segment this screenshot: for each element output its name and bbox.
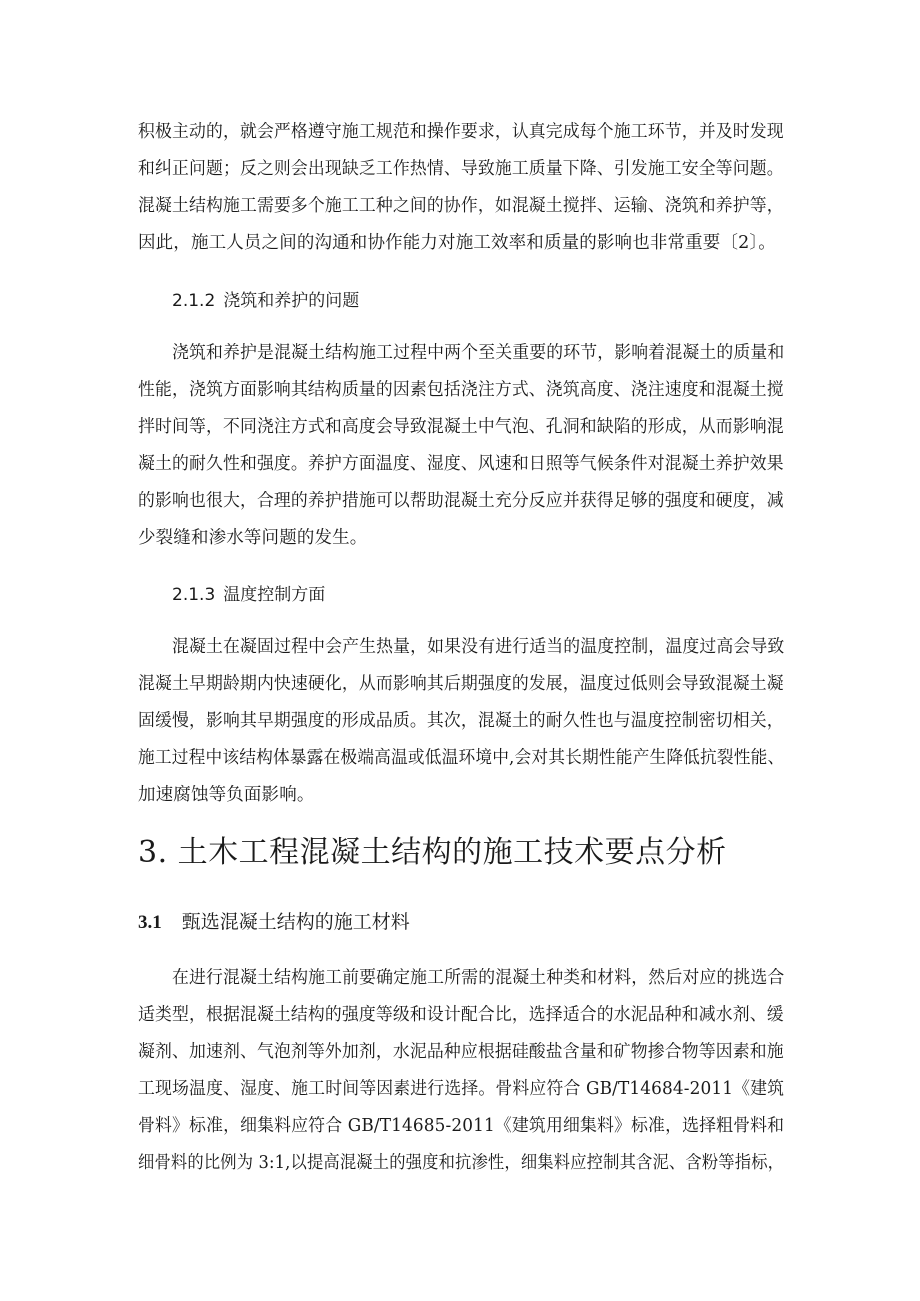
section-number: 2.1.2 xyxy=(172,291,216,311)
section-heading-2-1-3 xyxy=(172,584,325,606)
paragraph-line: 和纠正问题；反之则会出现缺乏工作热情、导致施工质量下降、引发施工安全等问题。 xyxy=(138,159,784,179)
paragraph-line: 的影响也很大，合理的养护措施可以帮助混凝土充分反应并获得足够的强度和硬度，减 xyxy=(138,491,784,511)
paragraph-line: 拌时间等，不同浇注方式和高度会导致混凝土中气泡、孔洞和缺陷的形成，从而影响混 xyxy=(138,417,784,437)
paragraph-line: 混凝土早期龄期内快速硬化，从而影响其后期强度的发展，温度过低则会导致混凝土凝 xyxy=(138,674,784,694)
section-number: 3.1 xyxy=(138,912,162,933)
section-title: 浇筑和养护的问题 xyxy=(223,291,360,311)
paragraph-line: 混凝土结构施工需要多个施工工种之间的协作，如混凝土搅拌、运输、浇筑和养护等， xyxy=(138,196,784,216)
paragraph-line: 混凝土在凝固过程中会产生热量，如果没有进行适当的温度控制，温度过高会导致 xyxy=(172,637,785,657)
paragraph-line: 在进行混凝土结构施工前要确定施工所需的混凝土种类和材料，然后对应的挑选合 xyxy=(172,968,785,988)
section-heading-2-1-2 xyxy=(172,290,359,312)
chapter-heading-3: 3. 土木工程混凝土结构的施工技术要点分析 xyxy=(138,835,727,870)
section-number: 2.1.3 xyxy=(172,585,216,605)
paragraph-line: 施工过程中该结构体暴露在极端高温或低温环境中,会对其长期性能产生降低抗裂性能、 xyxy=(138,748,785,768)
paragraph-line: 少裂缝和渗水等问题的发生。 xyxy=(138,528,368,548)
paragraph-line: 积极主动的，就会严格遵守施工规范和操作要求，认真完成每个施工环节，并及时发现 xyxy=(138,122,784,142)
paragraph-line: 加速腐蚀等负面影响。 xyxy=(138,785,315,805)
paragraph-line: 性能，浇筑方面影响其结构质量的因素包括浇注方式、浇筑高度、浇注速度和混凝土搅 xyxy=(138,380,784,400)
paragraph-line: 工现场温度、湿度、施工时间等因素进行选择。骨料应符合 GB/T14684-2011《建筑 xyxy=(138,1079,785,1099)
paragraph-line: 因此，施工人员之间的沟通和协作能力对施工效率和质量的影响也非常重要〔2〕。 xyxy=(138,233,776,253)
paragraph-line: 浇筑和养护是混凝土结构施工过程中两个至关重要的环节，影响着混凝土的质量和 xyxy=(172,343,785,363)
paragraph-line: 凝剂、加速剂、气泡剂等外加剂，水泥品种应根据硅酸盐含量和矿物掺合物等因素和施 xyxy=(138,1042,784,1062)
paragraph-line: 细骨料的比例为 3:1,以提高混凝土的强度和抗渗性，细集料应控制其含泥、含粉等指标， xyxy=(138,1153,785,1173)
paragraph-line: 适类型，根据混凝土结构的强度等级和设计配合比，选择适合的水泥品种和减水剂、缓 xyxy=(138,1005,784,1025)
section-heading-3-1 xyxy=(138,910,410,935)
section-title: 甄选混凝土结构的施工材料 xyxy=(181,911,410,933)
paragraph-line: 凝土的耐久性和强度。养护方面温度、湿度、风速和日照等气候条件对混凝土养护效果 xyxy=(138,454,784,474)
section-title: 温度控制方面 xyxy=(223,585,326,605)
paragraph-line: 骨料》标准，细集料应符合 GB/T14685-2011《建筑用细集料》标准，选择粗骨料和 xyxy=(138,1116,785,1136)
paragraph-line: 固缓慢，影响其早期强度的形成品质。其次，混凝土的耐久性也与温度控制密切相关， xyxy=(138,711,784,731)
